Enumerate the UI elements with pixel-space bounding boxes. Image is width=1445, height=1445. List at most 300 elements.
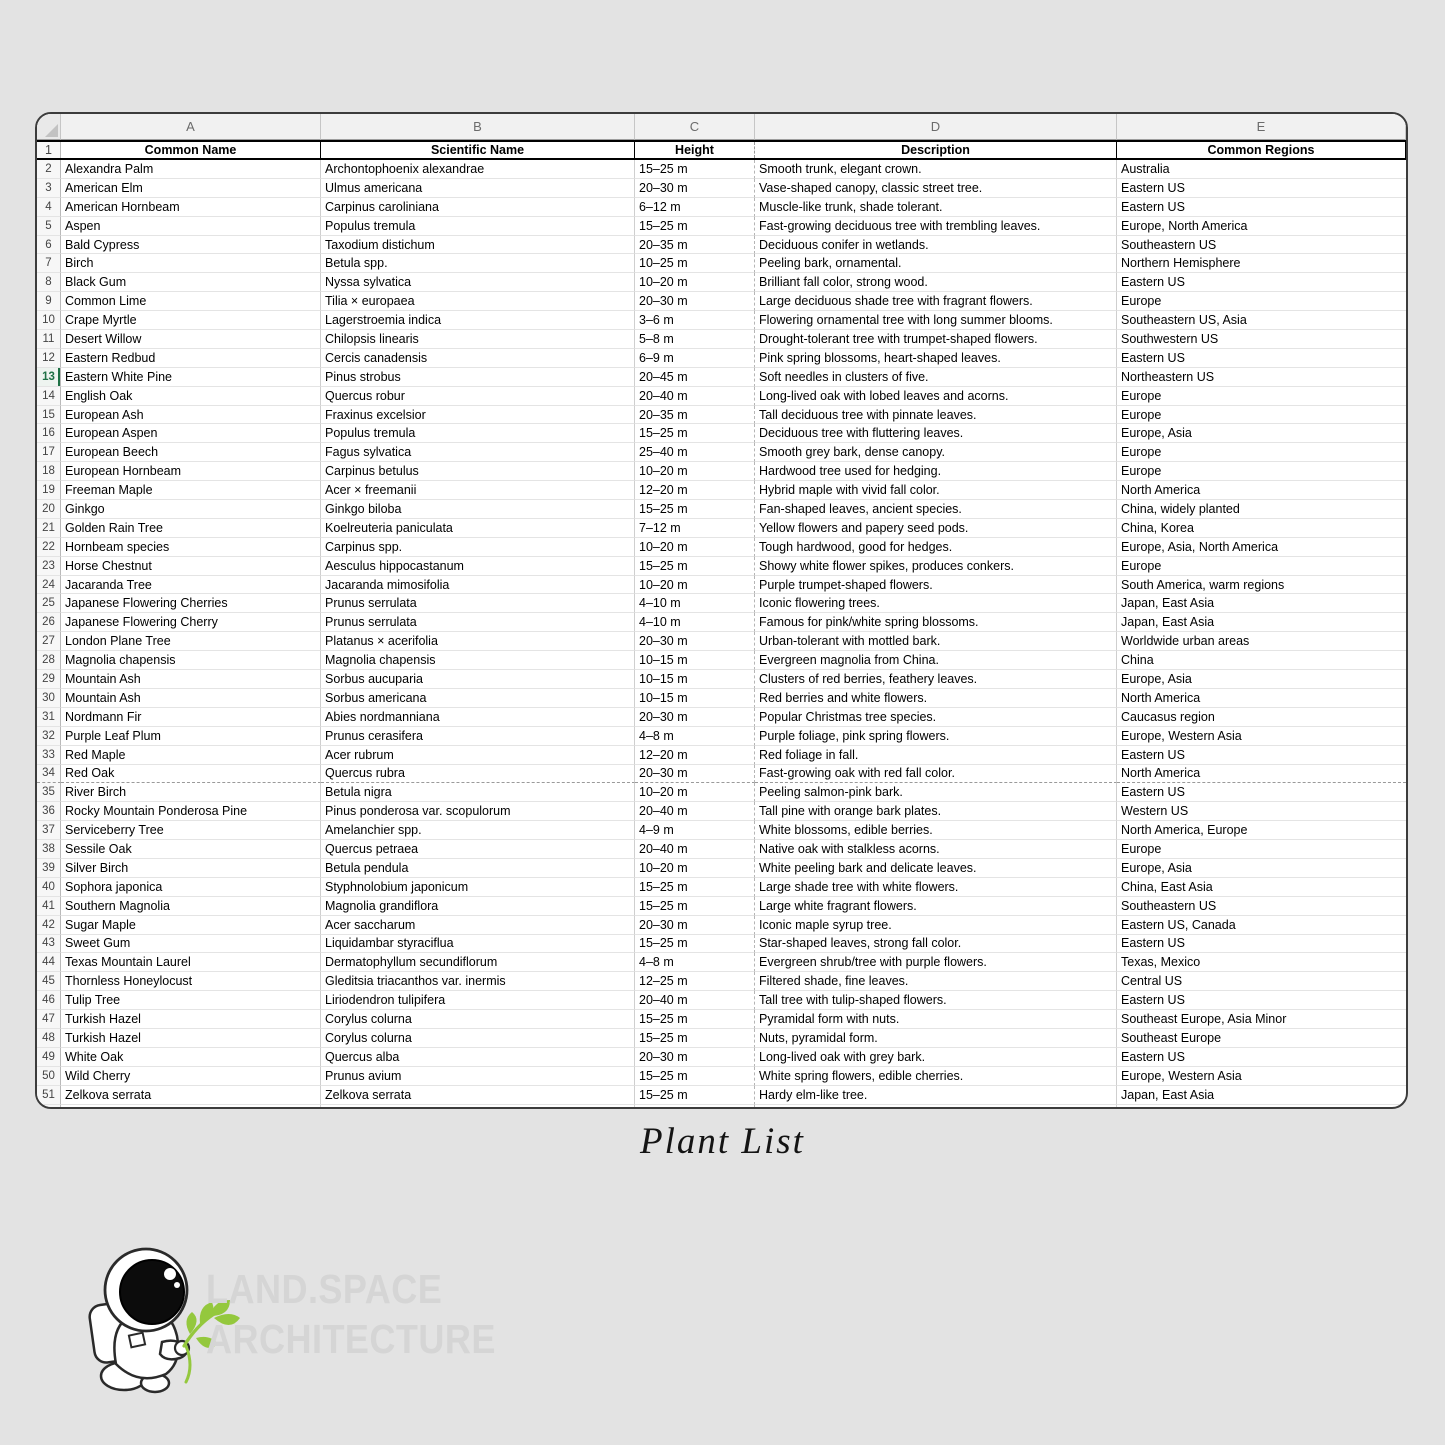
cell[interactable]: Horse Chestnut <box>61 557 321 576</box>
cell[interactable]: 10–15 m <box>635 651 755 670</box>
cell[interactable]: 10–20 m <box>635 273 755 292</box>
cell[interactable]: Soft needles in clusters of five. <box>755 368 1117 387</box>
cell[interactable]: Western US <box>1117 802 1406 821</box>
cell[interactable]: Caucasus region <box>1117 708 1406 727</box>
cell[interactable]: Populus tremula <box>321 424 635 443</box>
cell[interactable]: White Oak <box>61 1048 321 1067</box>
row-number[interactable]: 1 <box>37 142 61 158</box>
cell[interactable]: Eastern US, Canada <box>1117 916 1406 935</box>
cell[interactable]: Eastern Redbud <box>61 349 321 368</box>
cell[interactable]: China, Korea <box>1117 519 1406 538</box>
cell[interactable]: Ulmus americana <box>321 179 635 198</box>
cell[interactable]: 4–10 m <box>635 594 755 613</box>
row-number[interactable]: 7 <box>37 254 61 273</box>
cell[interactable]: Europe, Western Asia <box>1117 1067 1406 1086</box>
cell[interactable]: White spring flowers, edible cherries. <box>755 1067 1117 1086</box>
cell[interactable]: 10–20 m <box>635 576 755 595</box>
cell[interactable]: European Beech <box>61 443 321 462</box>
cell[interactable]: Styphnolobium japonicum <box>321 878 635 897</box>
cell[interactable]: Showy white flower spikes, produces conkers. <box>755 557 1117 576</box>
cell[interactable]: Zelkova serrata <box>61 1086 321 1105</box>
cell[interactable]: Carpinus spp. <box>321 538 635 557</box>
cell[interactable]: 20–35 m <box>635 406 755 425</box>
cell[interactable]: 6–9 m <box>635 349 755 368</box>
cell[interactable]: China <box>1117 651 1406 670</box>
cell[interactable]: Zelkova serrata <box>321 1086 635 1105</box>
select-all-corner[interactable] <box>37 114 61 140</box>
cell[interactable]: Texas Mountain Laurel <box>61 953 321 972</box>
cell[interactable] <box>635 1105 755 1109</box>
cell[interactable]: Texas, Mexico <box>1117 953 1406 972</box>
cell[interactable]: Long-lived oak with grey bark. <box>755 1048 1117 1067</box>
cell[interactable]: Europe <box>1117 443 1406 462</box>
cell[interactable]: Serviceberry Tree <box>61 821 321 840</box>
cell[interactable]: Magnolia chapensis <box>61 651 321 670</box>
row-number[interactable]: 12 <box>37 349 61 368</box>
cell[interactable]: North America <box>1117 765 1406 784</box>
cell[interactable]: 7–12 m <box>635 519 755 538</box>
cell[interactable]: 20–40 m <box>635 802 755 821</box>
cell[interactable] <box>1117 1105 1406 1109</box>
cell[interactable]: Large shade tree with white flowers. <box>755 878 1117 897</box>
cell[interactable]: Cercis canadensis <box>321 349 635 368</box>
column-header[interactable]: Height <box>635 142 755 158</box>
cell[interactable]: Nyssa sylvatica <box>321 273 635 292</box>
cell[interactable]: Nordmann Fir <box>61 708 321 727</box>
cell[interactable]: Sweet Gum <box>61 935 321 954</box>
cell[interactable]: 10–15 m <box>635 689 755 708</box>
cell[interactable]: Prunus cerasifera <box>321 727 635 746</box>
cell[interactable]: 10–20 m <box>635 783 755 802</box>
cell[interactable]: Southeast Europe, Asia Minor <box>1117 1010 1406 1029</box>
cell[interactable]: Rocky Mountain Ponderosa Pine <box>61 802 321 821</box>
cell[interactable]: English Oak <box>61 387 321 406</box>
cell[interactable]: Fagus sylvatica <box>321 443 635 462</box>
cell[interactable]: 15–25 m <box>635 935 755 954</box>
cell[interactable]: Hybrid maple with vivid fall color. <box>755 481 1117 500</box>
row-number[interactable]: 9 <box>37 292 61 311</box>
cell[interactable]: Prunus serrulata <box>321 594 635 613</box>
row-number[interactable]: 3 <box>37 179 61 198</box>
cell[interactable]: Eastern US <box>1117 349 1406 368</box>
cell[interactable]: Clusters of red berries, feathery leaves. <box>755 670 1117 689</box>
cell[interactable]: Corylus colurna <box>321 1029 635 1048</box>
cell[interactable]: 10–20 m <box>635 538 755 557</box>
cell[interactable]: Desert Willow <box>61 330 321 349</box>
cell[interactable]: Abies nordmanniana <box>321 708 635 727</box>
cell[interactable]: Europe <box>1117 557 1406 576</box>
cell[interactable]: 20–35 m <box>635 236 755 255</box>
cell[interactable]: 20–30 m <box>635 765 755 784</box>
cell[interactable]: Pink spring blossoms, heart-shaped leaves. <box>755 349 1117 368</box>
row-number[interactable]: 23 <box>37 557 61 576</box>
cell[interactable]: Bald Cypress <box>61 236 321 255</box>
cell[interactable]: Tall pine with orange bark plates. <box>755 802 1117 821</box>
cell[interactable]: Japanese Flowering Cherries <box>61 594 321 613</box>
cell[interactable]: Southeast Europe <box>1117 1029 1406 1048</box>
cell[interactable]: Archontophoenix alexandrae <box>321 160 635 179</box>
cell[interactable]: Hornbeam species <box>61 538 321 557</box>
cell[interactable]: 3–6 m <box>635 311 755 330</box>
row-number[interactable]: 49 <box>37 1048 61 1067</box>
cell[interactable]: Lagerstroemia indica <box>321 311 635 330</box>
cell[interactable]: Birch <box>61 254 321 273</box>
cell[interactable]: 15–25 m <box>635 1010 755 1029</box>
cell[interactable]: North America <box>1117 689 1406 708</box>
row-number[interactable]: 43 <box>37 935 61 954</box>
cell[interactable]: Evergreen magnolia from China. <box>755 651 1117 670</box>
cell[interactable]: Tough hardwood, good for hedges. <box>755 538 1117 557</box>
cell[interactable]: Purple Leaf Plum <box>61 727 321 746</box>
cell[interactable]: Eastern US <box>1117 179 1406 198</box>
cell[interactable]: 15–25 m <box>635 217 755 236</box>
cell[interactable]: Acer × freemanii <box>321 481 635 500</box>
cell[interactable]: Large deciduous shade tree with fragrant flowers. <box>755 292 1117 311</box>
cell[interactable]: Europe, Asia <box>1117 670 1406 689</box>
cell[interactable]: Tilia × europaea <box>321 292 635 311</box>
cell[interactable]: Southeastern US <box>1117 236 1406 255</box>
cell[interactable]: Europe <box>1117 387 1406 406</box>
cell[interactable]: Common Lime <box>61 292 321 311</box>
cell[interactable]: China, widely planted <box>1117 500 1406 519</box>
cell[interactable]: Alexandra Palm <box>61 160 321 179</box>
column-letter-c[interactable]: C <box>635 114 755 140</box>
row-number[interactable]: 42 <box>37 916 61 935</box>
row-number[interactable]: 28 <box>37 651 61 670</box>
cell[interactable]: Amelanchier spp. <box>321 821 635 840</box>
cell[interactable]: Filtered shade, fine leaves. <box>755 972 1117 991</box>
cell[interactable]: 20–30 m <box>635 632 755 651</box>
cell[interactable]: Magnolia grandiflora <box>321 897 635 916</box>
row-number[interactable]: 5 <box>37 217 61 236</box>
cell[interactable]: 20–30 m <box>635 708 755 727</box>
row-number[interactable]: 29 <box>37 670 61 689</box>
cell[interactable]: Quercus alba <box>321 1048 635 1067</box>
cell[interactable]: Iconic flowering trees. <box>755 594 1117 613</box>
cell[interactable]: London Plane Tree <box>61 632 321 651</box>
cell[interactable]: 15–25 m <box>635 878 755 897</box>
cell[interactable]: Dermatophyllum secundiflorum <box>321 953 635 972</box>
cell[interactable]: 12–20 m <box>635 481 755 500</box>
cell[interactable]: Ginkgo biloba <box>321 500 635 519</box>
column-header[interactable]: Common Name <box>61 142 321 158</box>
cell[interactable]: Tall tree with tulip-shaped flowers. <box>755 991 1117 1010</box>
cell[interactable]: Europe, Asia <box>1117 424 1406 443</box>
row-number[interactable]: 39 <box>37 859 61 878</box>
cell[interactable]: 20–40 m <box>635 840 755 859</box>
cell[interactable]: Southeastern US <box>1117 897 1406 916</box>
cell[interactable]: Europe <box>1117 840 1406 859</box>
column-header[interactable]: Description <box>755 142 1117 158</box>
cell[interactable]: 15–25 m <box>635 1067 755 1086</box>
cell[interactable]: River Birch <box>61 783 321 802</box>
cell[interactable]: 12–25 m <box>635 972 755 991</box>
cell[interactable]: Acer rubrum <box>321 746 635 765</box>
cell[interactable]: Eastern US <box>1117 198 1406 217</box>
row-number[interactable]: 47 <box>37 1010 61 1029</box>
cell[interactable]: European Aspen <box>61 424 321 443</box>
cell[interactable]: Sorbus aucuparia <box>321 670 635 689</box>
row-number[interactable]: 6 <box>37 236 61 255</box>
cell[interactable]: Europe <box>1117 462 1406 481</box>
cell[interactable]: Europe, Western Asia <box>1117 727 1406 746</box>
cell[interactable]: Sessile Oak <box>61 840 321 859</box>
cell[interactable]: Eastern US <box>1117 746 1406 765</box>
cell[interactable]: 15–25 m <box>635 160 755 179</box>
cell[interactable]: Iconic maple syrup tree. <box>755 916 1117 935</box>
row-number[interactable]: 46 <box>37 991 61 1010</box>
cell[interactable]: Famous for pink/white spring blossoms. <box>755 613 1117 632</box>
cell[interactable]: Eastern US <box>1117 935 1406 954</box>
cell[interactable]: Native oak with stalkless acorns. <box>755 840 1117 859</box>
cell[interactable]: Carpinus betulus <box>321 462 635 481</box>
cell[interactable]: Southeastern US, Asia <box>1117 311 1406 330</box>
cell[interactable]: 4–9 m <box>635 821 755 840</box>
cell[interactable]: Jacaranda Tree <box>61 576 321 595</box>
column-header[interactable]: Common Regions <box>1117 142 1406 158</box>
row-number[interactable]: 17 <box>37 443 61 462</box>
cell[interactable]: Yellow flowers and papery seed pods. <box>755 519 1117 538</box>
cell[interactable]: Europe, Asia, North America <box>1117 538 1406 557</box>
row-number[interactable]: 20 <box>37 500 61 519</box>
row-number[interactable]: 11 <box>37 330 61 349</box>
cell[interactable]: Pinus ponderosa var. scopulorum <box>321 802 635 821</box>
cell[interactable]: Fast-growing oak with red fall color. <box>755 765 1117 784</box>
cell[interactable]: Populus tremula <box>321 217 635 236</box>
cell[interactable]: Smooth trunk, elegant crown. <box>755 160 1117 179</box>
cell[interactable]: Central US <box>1117 972 1406 991</box>
cell[interactable]: White blossoms, edible berries. <box>755 821 1117 840</box>
cell[interactable]: 10–15 m <box>635 670 755 689</box>
cell[interactable]: Turkish Hazel <box>61 1010 321 1029</box>
cell[interactable]: Tall deciduous tree with pinnate leaves. <box>755 406 1117 425</box>
cell[interactable]: Liriodendron tulipifera <box>321 991 635 1010</box>
cell[interactable]: Corylus colurna <box>321 1010 635 1029</box>
cell[interactable]: Pyramidal form with nuts. <box>755 1010 1117 1029</box>
cell[interactable]: Worldwide urban areas <box>1117 632 1406 651</box>
cell[interactable]: Freeman Maple <box>61 481 321 500</box>
cell[interactable]: Wild Cherry <box>61 1067 321 1086</box>
cell[interactable]: Eastern US <box>1117 783 1406 802</box>
cell[interactable]: Europe <box>1117 406 1406 425</box>
cell[interactable]: Magnolia chapensis <box>321 651 635 670</box>
cell[interactable]: Sugar Maple <box>61 916 321 935</box>
cell[interactable]: Eastern US <box>1117 273 1406 292</box>
row-number[interactable]: 30 <box>37 689 61 708</box>
cell[interactable]: Japan, East Asia <box>1117 1086 1406 1105</box>
cell[interactable]: Red Maple <box>61 746 321 765</box>
cell[interactable]: Silver Birch <box>61 859 321 878</box>
cell[interactable]: Mountain Ash <box>61 670 321 689</box>
cell[interactable]: Southwestern US <box>1117 330 1406 349</box>
cell[interactable]: 12–20 m <box>635 746 755 765</box>
cell[interactable]: 15–25 m <box>635 500 755 519</box>
cell[interactable]: Sorbus americana <box>321 689 635 708</box>
cell[interactable]: Jacaranda mimosifolia <box>321 576 635 595</box>
row-number[interactable]: 37 <box>37 821 61 840</box>
cell[interactable]: Platanus × acerifolia <box>321 632 635 651</box>
cell[interactable]: Southern Magnolia <box>61 897 321 916</box>
row-number[interactable]: 10 <box>37 311 61 330</box>
row-number[interactable]: 36 <box>37 802 61 821</box>
cell[interactable]: Smooth grey bark, dense canopy. <box>755 443 1117 462</box>
cell[interactable]: Fraxinus excelsior <box>321 406 635 425</box>
cell[interactable]: American Hornbeam <box>61 198 321 217</box>
row-number[interactable]: 24 <box>37 576 61 595</box>
cell[interactable]: Sophora japonica <box>61 878 321 897</box>
row-number[interactable]: 16 <box>37 424 61 443</box>
cell[interactable]: Betula pendula <box>321 859 635 878</box>
cell[interactable]: Acer saccharum <box>321 916 635 935</box>
cell[interactable]: Large white fragrant flowers. <box>755 897 1117 916</box>
row-number[interactable]: 22 <box>37 538 61 557</box>
cell[interactable]: Thornless Honeylocust <box>61 972 321 991</box>
row-number[interactable]: 21 <box>37 519 61 538</box>
cell[interactable]: 5–8 m <box>635 330 755 349</box>
cell[interactable]: Fan-shaped leaves, ancient species. <box>755 500 1117 519</box>
cell[interactable]: Betula nigra <box>321 783 635 802</box>
cell[interactable]: 6–12 m <box>635 198 755 217</box>
cell[interactable]: Japan, East Asia <box>1117 613 1406 632</box>
row-number[interactable]: 48 <box>37 1029 61 1048</box>
cell[interactable]: China, East Asia <box>1117 878 1406 897</box>
row-number[interactable]: 14 <box>37 387 61 406</box>
cell[interactable] <box>321 1105 635 1109</box>
row-number[interactable]: 15 <box>37 406 61 425</box>
row-number[interactable]: 25 <box>37 594 61 613</box>
cell[interactable]: 25–40 m <box>635 443 755 462</box>
cell[interactable]: 10–20 m <box>635 859 755 878</box>
cell[interactable]: Japan, East Asia <box>1117 594 1406 613</box>
cell[interactable]: Quercus petraea <box>321 840 635 859</box>
cell[interactable]: Peeling salmon-pink bark. <box>755 783 1117 802</box>
row-number[interactable]: 31 <box>37 708 61 727</box>
cell[interactable]: Prunus avium <box>321 1067 635 1086</box>
cell[interactable]: Eastern White Pine <box>61 368 321 387</box>
cell[interactable]: 15–25 m <box>635 557 755 576</box>
cell[interactable]: Nuts, pyramidal form. <box>755 1029 1117 1048</box>
cell[interactable]: Northern Hemisphere <box>1117 254 1406 273</box>
cell[interactable]: European Ash <box>61 406 321 425</box>
cell[interactable]: South America, warm regions <box>1117 576 1406 595</box>
cell[interactable]: 20–40 m <box>635 991 755 1010</box>
cell[interactable]: Red foliage in fall. <box>755 746 1117 765</box>
cell[interactable]: Fast-growing deciduous tree with trembling leaves. <box>755 217 1117 236</box>
cell[interactable]: Drought-tolerant tree with trumpet-shaped flowers. <box>755 330 1117 349</box>
cell[interactable]: Pinus strobus <box>321 368 635 387</box>
cell[interactable]: 20–30 m <box>635 1048 755 1067</box>
cell[interactable]: European Hornbeam <box>61 462 321 481</box>
cell[interactable] <box>755 1105 1117 1109</box>
row-number[interactable]: 44 <box>37 953 61 972</box>
row-number[interactable]: 8 <box>37 273 61 292</box>
cell[interactable]: 15–25 m <box>635 1029 755 1048</box>
cell[interactable]: Quercus robur <box>321 387 635 406</box>
cell[interactable]: Popular Christmas tree species. <box>755 708 1117 727</box>
row-number[interactable]: 4 <box>37 198 61 217</box>
cell[interactable]: North America, Europe <box>1117 821 1406 840</box>
cell[interactable]: 20–30 m <box>635 179 755 198</box>
row-number[interactable]: 45 <box>37 972 61 991</box>
column-header[interactable]: Scientific Name <box>321 142 635 158</box>
cell[interactable]: Liquidambar styraciflua <box>321 935 635 954</box>
row-number[interactable]: 34 <box>37 765 61 784</box>
cell[interactable]: 20–30 m <box>635 292 755 311</box>
cell[interactable]: Northeastern US <box>1117 368 1406 387</box>
cell[interactable]: Muscle-like trunk, shade tolerant. <box>755 198 1117 217</box>
cell[interactable]: North America <box>1117 481 1406 500</box>
cell[interactable]: 4–8 m <box>635 727 755 746</box>
row-number[interactable]: 41 <box>37 897 61 916</box>
cell[interactable]: Deciduous tree with fluttering leaves. <box>755 424 1117 443</box>
row-number[interactable]: 32 <box>37 727 61 746</box>
cell[interactable]: 20–30 m <box>635 916 755 935</box>
cell[interactable]: American Elm <box>61 179 321 198</box>
cell[interactable]: Gleditsia triacanthos var. inermis <box>321 972 635 991</box>
cell[interactable]: Golden Rain Tree <box>61 519 321 538</box>
cell[interactable]: Tulip Tree <box>61 991 321 1010</box>
cell[interactable]: Chilopsis linearis <box>321 330 635 349</box>
row-number[interactable]: 40 <box>37 878 61 897</box>
row-number[interactable]: 33 <box>37 746 61 765</box>
cell[interactable]: Turkish Hazel <box>61 1029 321 1048</box>
cell[interactable]: 4–8 m <box>635 953 755 972</box>
cell[interactable]: Japanese Flowering Cherry <box>61 613 321 632</box>
cell[interactable]: Europe <box>1117 292 1406 311</box>
cell[interactable]: Star-shaped leaves, strong fall color. <box>755 935 1117 954</box>
cell[interactable]: Aspen <box>61 217 321 236</box>
column-letter-d[interactable]: D <box>755 114 1117 140</box>
cell[interactable]: Peeling bark, ornamental. <box>755 254 1117 273</box>
row-number[interactable]: 26 <box>37 613 61 632</box>
cell[interactable]: Europe, Asia <box>1117 859 1406 878</box>
cell[interactable]: Eastern US <box>1117 991 1406 1010</box>
cell[interactable]: Australia <box>1117 160 1406 179</box>
cell[interactable]: Hardy elm-like tree. <box>755 1086 1117 1105</box>
row-number[interactable]: 18 <box>37 462 61 481</box>
row-number[interactable]: 27 <box>37 632 61 651</box>
row-number[interactable]: 19 <box>37 481 61 500</box>
cell[interactable]: Flowering ornamental tree with long summer blooms. <box>755 311 1117 330</box>
row-number[interactable] <box>37 1105 61 1109</box>
cell[interactable]: Betula spp. <box>321 254 635 273</box>
cell[interactable]: White peeling bark and delicate leaves. <box>755 859 1117 878</box>
cell[interactable]: Red Oak <box>61 765 321 784</box>
cell[interactable]: Mountain Ash <box>61 689 321 708</box>
cell[interactable]: Purple foliage, pink spring flowers. <box>755 727 1117 746</box>
row-number[interactable]: 50 <box>37 1067 61 1086</box>
row-number[interactable]: 38 <box>37 840 61 859</box>
cell[interactable]: Ginkgo <box>61 500 321 519</box>
column-letter-b[interactable]: B <box>321 114 635 140</box>
cell[interactable]: Quercus rubra <box>321 765 635 784</box>
cell[interactable]: 15–25 m <box>635 1086 755 1105</box>
row-number[interactable]: 13 <box>37 368 61 387</box>
cell[interactable]: 15–25 m <box>635 897 755 916</box>
cell[interactable]: 4–10 m <box>635 613 755 632</box>
cell[interactable]: Taxodium distichum <box>321 236 635 255</box>
cell[interactable]: 10–20 m <box>635 462 755 481</box>
cell[interactable]: Vase-shaped canopy, classic street tree. <box>755 179 1117 198</box>
cell[interactable]: Evergreen shrub/tree with purple flowers. <box>755 953 1117 972</box>
cell[interactable]: Long-lived oak with lobed leaves and acorns. <box>755 387 1117 406</box>
column-letter-a[interactable]: A <box>61 114 321 140</box>
cell[interactable]: Urban-tolerant with mottled bark. <box>755 632 1117 651</box>
cell[interactable]: Crape Myrtle <box>61 311 321 330</box>
row-number[interactable]: 51 <box>37 1086 61 1105</box>
cell[interactable]: Prunus serrulata <box>321 613 635 632</box>
cell[interactable]: Aesculus hippocastanum <box>321 557 635 576</box>
